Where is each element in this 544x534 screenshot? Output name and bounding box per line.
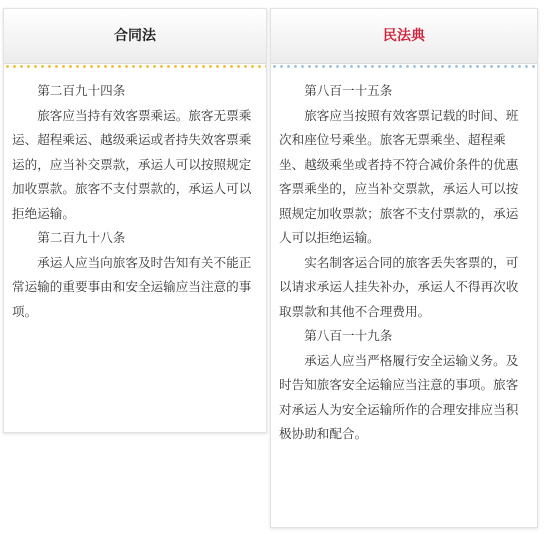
- article-text: 旅客应当按照有效客票记载的时间、班次和座位号乘坐。旅客无票乘坐、超程乘坐、越级乘坐或者持不符合减价条件的优惠客票乘坐的，应当补交票款，承运人可以按照规定加收票款；旅客不支付票款的，承运人可以拒绝运输。: [279, 107, 519, 245]
- civil-code-title: 民法典: [271, 9, 537, 64]
- article-text: 承运人应当严格履行安全运输义务。及时告知旅客安全运输应当注意的事项。旅客对承运人为安全运输所作的合理安排应当积极协助和配合。: [279, 352, 519, 441]
- civil-code-body: [271, 69, 537, 447]
- article-text: 承运人应当向旅客及时告知有关不能正常运输的重要事由和安全运输应当注意的事项。: [12, 254, 252, 319]
- contract-law-title: 合同法: [4, 9, 266, 64]
- article-number: 第八百一十九条: [304, 328, 393, 343]
- contract-law-body: [4, 69, 266, 324]
- contract-law-card: [3, 8, 267, 433]
- article-number: 第八百一十五条: [304, 83, 393, 98]
- article-text: 实名制客运合同的旅客丢失客票的，可以请求承运人挂失补办，承运人不得再次收取票款和其他不合理费用。: [279, 254, 519, 319]
- article-number: 第二百九十八条: [37, 230, 126, 245]
- article-number: 第二百九十四条: [37, 83, 126, 98]
- article-text: 旅客应当持有效客票乘运。旅客无票乘运、超程乘运、越级乘运或者持失效客票乘运的，应当补交票款，承运人可以按照规定加收票款。旅客不支付票款的，承运人可以拒绝运输。: [12, 107, 252, 221]
- civil-code-card: [270, 8, 538, 528]
